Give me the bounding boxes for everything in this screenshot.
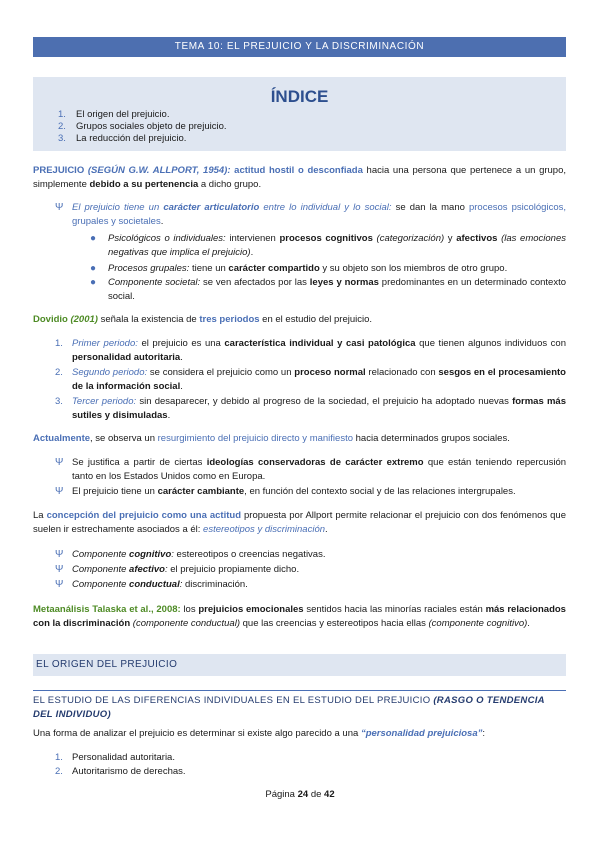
- dovidio-paragraph: Dovidio (2001) señala la existencia de tres periodos en el estudio del prejuicio.: [33, 314, 373, 325]
- dot-bullet-icon: ●: [90, 263, 97, 274]
- subsection-heading: EL ESTUDIO DE LAS DIFERENCIAS INDIVIDUALES EN EL ESTUDIO DEL PREJUICIO (RASGO O TENDENCIA DEL INDIVIDUO): [33, 690, 566, 722]
- component-item: Componente afectivo: el prejuicio propiamente dicho.: [72, 564, 300, 575]
- list-number: 1.: [55, 752, 63, 763]
- dot-bullet-icon: ●: [90, 233, 97, 244]
- psi-bullet-icon: Ψ: [55, 564, 64, 575]
- subitem-grupales: Procesos grupales: tiene un carácter compartido y su objeto son los miembros de otro grupo.: [108, 263, 508, 274]
- index-list: [58, 109, 227, 145]
- section-heading: EL ORIGEN DEL PREJUICIO: [33, 654, 566, 676]
- period-item: Tercer periodo: sin desaparecer, y debido al progreso de la sociedad, el prejuicio ha adoptado nuevas formas más sutiles y disimuladas.: [72, 396, 566, 421]
- concepcion-paragraph: La concepción del prejuicio como una actitud propuesta por Allport permite relacionar el prejuicio con dos fenómenos que suelen ir estrechamente asociados a él: estereotipos y discriminación.: [33, 510, 566, 535]
- metaanalisis-paragraph: Metaanálisis Talaska et al., 2008: los prejuicios emocionales sentidos hacia las minorías raciales están más relacionados con la discriminación (componente conductual) que las creencias y estereotipos hacia ellas (componente cognitivo).: [33, 604, 566, 629]
- period-number: 1.: [55, 338, 63, 349]
- period-item: Primer periodo: el prejuicio es una característica individual y casi patológica que tienen algunos individuos con personalidad autoritaria.: [72, 338, 566, 363]
- subitem-societal: Componente societal: se ven afectados por las leyes y normas predominantes en un determinado contexto social.: [108, 277, 566, 302]
- list-item: Autoritarismo de derechas.: [72, 766, 186, 777]
- index-item[interactable]: 3. La reducción del prejuicio.: [58, 133, 187, 144]
- dot-bullet-icon: ●: [90, 277, 97, 288]
- page-footer: Página 24 de 42: [265, 789, 335, 800]
- index-box: [33, 77, 566, 151]
- subitem-psicologicos: Psicológicos o individuales: intervienen procesos cognitivos (categorización) y afectivos (las emociones negativas que implica el prejuicio).: [108, 233, 566, 258]
- actualmente-bullet: El prejuicio tiene un carácter cambiante, en función del contexto social y de las relaciones intergrupales.: [72, 486, 516, 497]
- period-item: Segundo periodo: se considera el prejuicio como un proceso normal relacionado con sesgos en el procesamiento de la información social.: [72, 367, 566, 392]
- articulatorio-bullet: El prejuicio tiene un carácter articulatorio entre lo individual y lo social: se dan la mano procesos psicológicos, grupales y societales.: [72, 202, 566, 227]
- actualmente-paragraph: Actualmente, se observa un resurgimiento del prejuicio directo y manifiesto hacia determinados grupos sociales.: [33, 433, 510, 444]
- index-item[interactable]: 2. Grupos sociales objeto de prejuicio.: [58, 121, 227, 132]
- list-number: 2.: [55, 766, 63, 777]
- list-item: Personalidad autoritaria.: [72, 752, 175, 763]
- psi-bullet-icon: Ψ: [55, 457, 64, 468]
- psi-bullet-icon: Ψ: [55, 486, 64, 497]
- analisis-paragraph: Una forma de analizar el prejuicio es determinar si existe algo parecido a una “personalidad prejuiciosa”:: [33, 728, 485, 739]
- component-item: Componente conductual: discriminación.: [72, 579, 248, 590]
- prejuicio-definition: PREJUICIO (SEGÚN G.W. ALLPORT, 1954): actitud hostil o desconfiada hacia una persona que pertenece a un grupo, simplemente debido a su pertenencia a dicho grupo.: [33, 165, 567, 190]
- period-number: 3.: [55, 396, 63, 407]
- psi-bullet-icon: Ψ: [55, 579, 64, 590]
- actualmente-bullet: Se justifica a partir de ciertas ideologías conservadoras de carácter extremo que están teniendo repercusión tanto en los Estados Unidos como en Europa.: [72, 457, 567, 482]
- index-title: ÍNDICE: [270, 87, 329, 106]
- psi-bullet-icon: Ψ: [55, 202, 64, 213]
- component-item: Componente cognitivo: estereotipos o creencias negativas.: [72, 549, 326, 560]
- index-item[interactable]: 1. El origen del prejuicio.: [58, 109, 170, 120]
- topic-banner: TEMA 10: EL PREJUICIO Y LA DISCRIMINACIÓN: [33, 37, 566, 57]
- period-number: 2.: [55, 367, 63, 378]
- psi-bullet-icon: Ψ: [55, 549, 64, 560]
